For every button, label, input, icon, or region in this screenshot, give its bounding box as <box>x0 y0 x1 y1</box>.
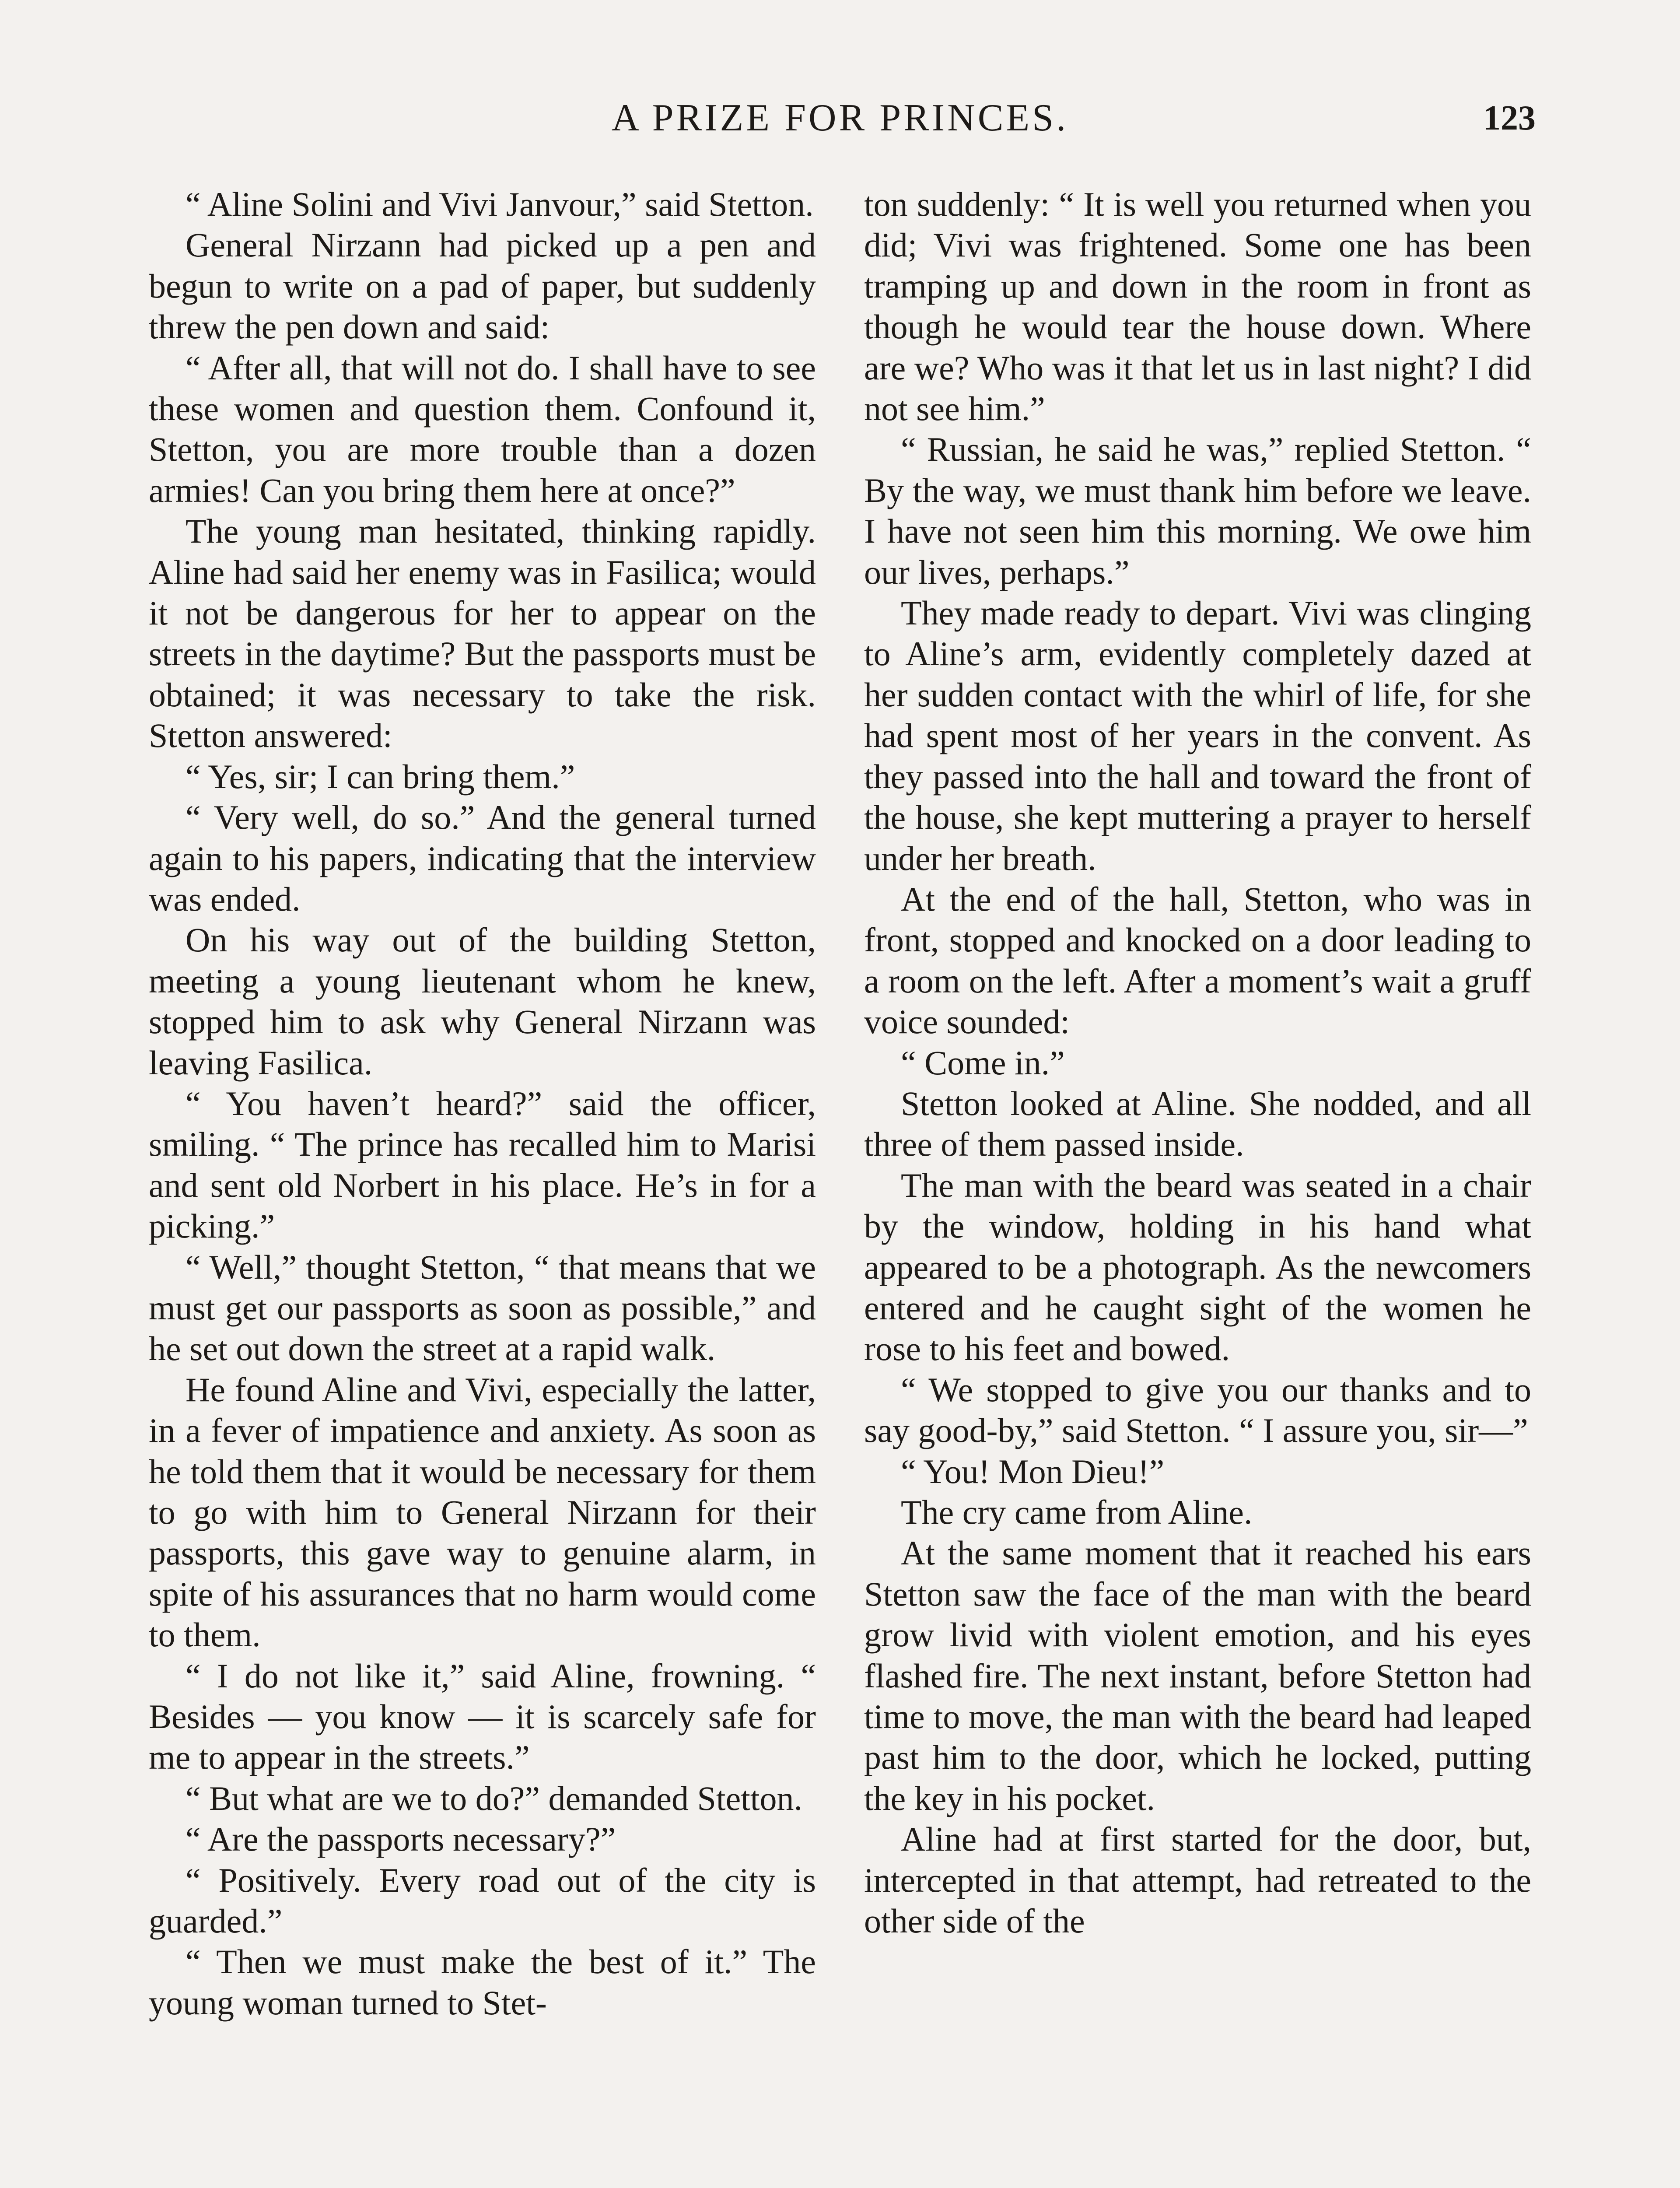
paragraph: “ You haven’t heard?” said the officer, smiling. “ The prince has recalled him to Marisi and sent old Norbert in his place. He’s in for a picking.” <box>149 1084 816 1245</box>
paragraph: “ I do not like it,” said Aline, frowning. “ Besides — you know — it is scarcely safe for me to appear in the streets.” <box>149 1656 816 1777</box>
paragraph: The man with the beard was seated in a chair by the window, holding in his hand what appeared to be a photograph. As the newcomers entered and he caught sight of the women he rose to his feet and bowed. <box>864 1166 1531 1368</box>
paragraph: “ Come in.” <box>901 1043 1065 1082</box>
paragraph: At the end of the hall, Stetton, who was in front, stopped and knocked on a door leading to a room on the left. After a moment’s wait a gruff voice sounded: <box>864 880 1531 1041</box>
paragraph: “ But what are we to do?” demanded Stetton. <box>186 1779 803 1817</box>
paragraph: “ Aline Solini and Vivi Janvour,” said Stetton. <box>186 185 814 223</box>
page-number: 123 <box>1483 99 1536 137</box>
paragraph: “ Very well, do so.” And the general turned again to his papers, indicating that the interview was ended. <box>149 798 816 918</box>
paragraph: The young man hesitated, thinking rapidly. Aline had said her enemy was in Fasilica; would it not be dangerous for her to appear on the streets in the daytime? But the passports must be obtained; it was necessary to take the risk. Stetton answered: <box>149 512 816 755</box>
paragraph: He found Aline and Vivi, especially the latter, in a fever of impatience and anxiety. As soon as he told them that it would be necessary for them to go with him to General Nirzann for their passports, this gave way to genuine alarm, in spite of his assurances that no harm would come to them. <box>149 1370 816 1654</box>
text-column-right <box>864 184 1531 1941</box>
paragraph: Stetton looked at Aline. She nodded, and all three of them passed inside. <box>864 1084 1531 1164</box>
paragraph: They made ready to depart. Vivi was clinging to Aline’s arm, evidently completely dazed at her sudden contact with the whirl of life, for she had spent most of her years in the convent. As they passed into the hall and toward the front of the house, she kept muttering a prayer to herself under her breath. <box>864 594 1531 877</box>
text-column-left <box>149 184 816 2023</box>
paragraph: “ Then we must make the best of it.” The young woman turned to Stet- <box>149 1943 816 2022</box>
paragraph-continued: ton suddenly: “ It is well you returned when you did; Vivi was frightened. Some one has been tramping up and down in the room in front as though he would tear the house down. Where are we? Who was it that let us in last night? I did not see him.” <box>864 185 1531 428</box>
paragraph: “ After all, that will not do. I shall have to see these women and question them. Confound it, Stetton, you are more trouble than a dozen armies! Can you bring them here at once?” <box>149 348 816 509</box>
paragraph: “ Russian, he said he was,” replied Stetton. “ By the way, we must thank him before we leave. I have not seen him this morning. We owe him our lives, perhaps.” <box>864 430 1531 591</box>
paragraph: The cry came from Aline. <box>901 1493 1253 1531</box>
paragraph: “ Well,” thought Stetton, “ that means that we must get our passports as soon as possible,” and he set out down the street at a rapid walk. <box>149 1248 816 1368</box>
running-title: A PRIZE FOR PRINCES. <box>611 97 1069 139</box>
paragraph: “ Yes, sir; I can bring them.” <box>186 757 575 796</box>
paragraph: At the same moment that it reached his ears Stetton saw the face of the man with the beard grow livid with violent emotion, and his eyes flashed fire. The next instant, before Stetton had time to move, the man with the beard had leaped past him to the door, which he locked, putting the key in his pocket. <box>864 1534 1531 1817</box>
paragraph: “ Positively. Every road out of the city is guarded.” <box>149 1861 816 1940</box>
paragraph: “ We stopped to give you our thanks and to say good-by,” said Stetton. “ I assure you, sir—” <box>864 1370 1531 1450</box>
paragraph: General Nirzann had picked up a pen and begun to write on a pad of paper, but suddenly threw the pen down and said: <box>149 226 816 346</box>
paragraph: “ You! Mon Dieu!” <box>901 1452 1165 1490</box>
paragraph: “ Are the passports necessary?” <box>186 1820 616 1858</box>
page-header <box>0 92 1680 144</box>
paragraph: Aline had at first started for the door, but, intercepted in that attempt, had retreated to the other side of the <box>864 1820 1531 1940</box>
paragraph: On his way out of the building Stetton, meeting a young lieutenant whom he knew, stopped him to ask why General Nirzann was leaving Fasilica. <box>149 921 816 1082</box>
